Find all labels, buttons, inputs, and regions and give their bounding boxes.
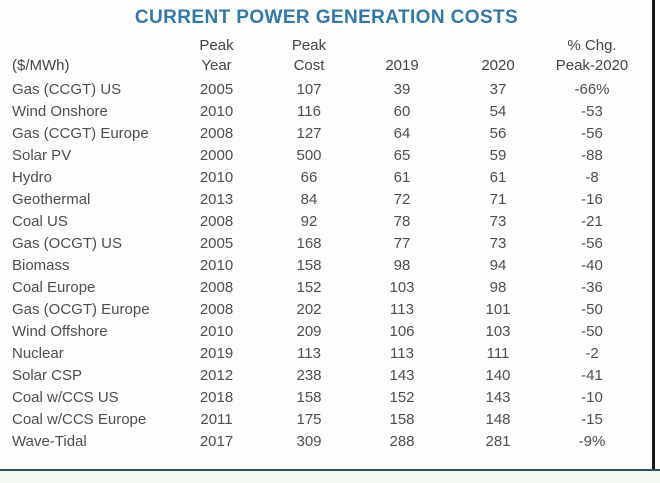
column-header-units <box>0 36 170 78</box>
technology-cell: Solar CSP <box>12 366 83 384</box>
cell-2020: 148 <box>485 410 511 428</box>
peak-year-cell: 2008 <box>199 124 234 142</box>
cell-2019: 288 <box>389 432 415 450</box>
pct-chg-cell: -8 <box>585 168 599 186</box>
peak-cost-cell: 127 <box>296 124 322 142</box>
peak-cost-cell: 175 <box>296 410 322 428</box>
table-row <box>0 210 653 232</box>
technology-cell: Coal w/CCS US <box>12 388 119 406</box>
peak-cost-cell: 152 <box>296 278 322 296</box>
table-row <box>0 144 653 166</box>
cell-2020: 111 <box>486 344 510 362</box>
cell-2019: 77 <box>393 234 411 252</box>
header-line: Year <box>201 57 232 74</box>
technology-cell: Coal Europe <box>12 278 96 296</box>
pct-chg-cell: -2 <box>585 344 599 362</box>
peak-cost-cell: 66 <box>300 168 318 186</box>
pct-chg-cell: -50 <box>581 300 603 318</box>
pct-chg-cell: -66% <box>574 80 610 98</box>
table-row <box>0 408 653 430</box>
table-row <box>0 276 653 298</box>
table-row <box>0 254 653 276</box>
technology-cell: Biomass <box>12 256 70 274</box>
technology-cell: Nuclear <box>12 344 64 362</box>
cell-2019: 113 <box>390 344 414 362</box>
cell-2020: 61 <box>489 168 507 186</box>
cell-2020: 101 <box>485 300 511 318</box>
peak-year-cell: 2018 <box>199 388 234 406</box>
peak-cost-cell: 309 <box>296 432 322 450</box>
table-row <box>0 298 653 320</box>
cell-2019: 64 <box>393 124 411 142</box>
header-line: % Chg. <box>567 37 617 54</box>
table-row <box>0 386 653 408</box>
peak-year-cell: 2005 <box>199 234 234 252</box>
technology-cell: Solar PV <box>12 146 72 164</box>
header-line: ($/MWh) <box>12 57 70 74</box>
cell-2020: 59 <box>489 146 507 164</box>
pct-chg-cell: -10 <box>581 388 603 406</box>
table-row <box>0 232 653 254</box>
column-header-peak-year <box>170 36 263 78</box>
cell-2019: 65 <box>393 146 411 164</box>
table-row <box>0 430 653 452</box>
pct-chg-cell: -53 <box>581 102 603 120</box>
header-line: Peak <box>291 37 327 54</box>
technology-cell: Gas (CCGT) Europe <box>12 124 149 142</box>
peak-cost-cell: 500 <box>296 146 322 164</box>
column-header-pct-change <box>547 36 653 78</box>
cell-2019: 103 <box>389 278 415 296</box>
peak-cost-cell: 113 <box>297 344 321 362</box>
peak-cost-cell: 238 <box>296 366 322 384</box>
column-header-2020 <box>449 36 547 78</box>
cell-2019: 113 <box>390 300 414 318</box>
cell-2020: 73 <box>489 234 507 252</box>
peak-year-cell: 2012 <box>199 366 234 384</box>
cell-2020: 103 <box>485 322 511 340</box>
cell-2020: 140 <box>485 366 511 384</box>
header-line: Peak-2020 <box>555 57 629 74</box>
technology-cell: Coal w/CCS Europe <box>12 410 147 428</box>
peak-cost-cell: 209 <box>296 322 322 340</box>
cell-2019: 72 <box>393 190 411 208</box>
pct-chg-cell: -21 <box>581 212 603 230</box>
peak-cost-cell: 158 <box>296 388 322 406</box>
peak-cost-cell: 168 <box>296 234 322 252</box>
cell-2019: 98 <box>393 256 411 274</box>
header-line: Peak <box>199 37 234 54</box>
peak-cost-cell: 107 <box>296 80 322 98</box>
peak-cost-cell: 158 <box>296 256 322 274</box>
pct-chg-cell: -36 <box>581 278 603 296</box>
cell-2020: 143 <box>485 388 511 406</box>
table-row <box>0 100 653 122</box>
column-header-2019 <box>355 36 449 78</box>
peak-year-cell: 2010 <box>199 102 234 120</box>
cell-2020: 94 <box>489 256 507 274</box>
cell-2020: 56 <box>489 124 507 142</box>
cell-2019: 152 <box>389 388 415 406</box>
right-border-line <box>652 0 655 470</box>
table-body <box>0 78 653 452</box>
cell-2020: 73 <box>489 212 507 230</box>
technology-cell: Hydro <box>12 168 53 186</box>
cell-2020: 71 <box>489 190 507 208</box>
pct-chg-cell: -56 <box>581 234 603 252</box>
cell-2020: 54 <box>489 102 507 120</box>
power-generation-costs-table <box>0 36 653 452</box>
cell-2019: 106 <box>389 322 415 340</box>
peak-year-cell: 2010 <box>199 168 234 186</box>
cell-2020: 37 <box>489 80 507 98</box>
header-line: 2020 <box>481 57 515 74</box>
technology-cell: Wind Offshore <box>12 322 108 340</box>
peak-year-cell: 2008 <box>199 300 234 318</box>
technology-cell: Coal US <box>12 212 68 230</box>
peak-year-cell: 2008 <box>199 212 234 230</box>
page-title: CURRENT POWER GENERATION COSTS <box>134 7 519 28</box>
table-row <box>0 364 653 386</box>
cell-2019: 61 <box>393 168 411 186</box>
peak-year-cell: 2017 <box>199 432 234 450</box>
peak-cost-cell: 202 <box>296 300 322 318</box>
peak-year-cell: 2010 <box>199 256 234 274</box>
table-row <box>0 78 653 100</box>
table-row <box>0 320 653 342</box>
pct-chg-cell: -56 <box>581 124 603 142</box>
cell-2020: 281 <box>485 432 511 450</box>
cell-2020: 98 <box>489 278 507 296</box>
pct-chg-cell: -9% <box>578 432 606 450</box>
peak-year-cell: 2011 <box>200 410 233 428</box>
technology-cell: Wave-Tidal <box>12 432 87 450</box>
technology-cell: Gas (OCGT) US <box>12 234 123 252</box>
cell-2019: 158 <box>389 410 415 428</box>
peak-year-cell: 2005 <box>199 80 234 98</box>
pct-chg-cell: -50 <box>581 322 603 340</box>
column-header-peak-cost <box>263 36 355 78</box>
table-row <box>0 342 653 364</box>
table-row <box>0 166 653 188</box>
peak-cost-cell: 116 <box>297 102 321 120</box>
pct-chg-cell: -88 <box>581 146 603 164</box>
peak-year-cell: 2013 <box>199 190 234 208</box>
technology-cell: Gas (OCGT) Europe <box>12 300 150 318</box>
table-header <box>0 36 653 78</box>
pct-chg-cell: -40 <box>581 256 603 274</box>
peak-year-cell: 2019 <box>199 344 234 362</box>
table-row <box>0 188 653 210</box>
peak-cost-cell: 84 <box>300 190 318 208</box>
cell-2019: 39 <box>393 80 411 98</box>
header-line: 2019 <box>385 57 419 74</box>
bottom-strip <box>0 471 660 483</box>
pct-chg-cell: -16 <box>581 190 603 208</box>
technology-cell: Geothermal <box>12 190 91 208</box>
header-row <box>0 36 653 78</box>
peak-year-cell: 2010 <box>199 322 234 340</box>
pct-chg-cell: -15 <box>581 410 603 428</box>
cell-2019: 143 <box>389 366 415 384</box>
peak-year-cell: 2008 <box>199 278 234 296</box>
header-line: Cost <box>293 57 325 74</box>
table-row <box>0 122 653 144</box>
cell-2019: 60 <box>393 102 411 120</box>
technology-cell: Gas (CCGT) US <box>12 80 122 98</box>
peak-cost-cell: 92 <box>300 212 318 230</box>
pct-chg-cell: -41 <box>581 366 603 384</box>
peak-year-cell: 2000 <box>199 146 234 164</box>
technology-cell: Wind Onshore <box>12 102 108 120</box>
cell-2019: 78 <box>393 212 411 230</box>
